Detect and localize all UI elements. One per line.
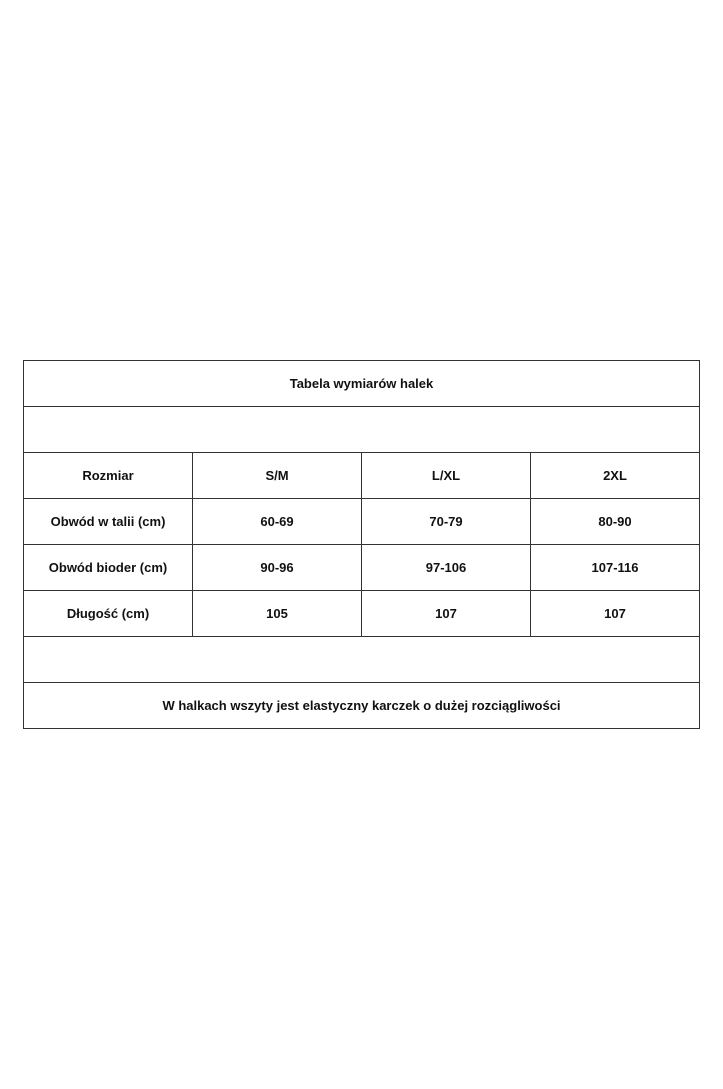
table-row [24, 499, 700, 545]
empty-cell [24, 407, 700, 453]
table-note: W halkach wszyty jest elastyczny karczek o dużej rozciągliwości [24, 683, 700, 729]
empty-cell [24, 637, 700, 683]
table-cell: 107-116 [531, 545, 700, 591]
table-cell: 80-90 [531, 499, 700, 545]
note-row [24, 683, 700, 729]
table-row [24, 591, 700, 637]
table-cell: 70-79 [362, 499, 531, 545]
spacer-row [24, 407, 700, 453]
table-title: Tabela wymiarów halek [24, 361, 700, 407]
table-cell: 60-69 [193, 499, 362, 545]
table-cell: 107 [531, 591, 700, 637]
row-label: Obwód w talii (cm) [24, 499, 193, 545]
size-chart-table [23, 360, 700, 729]
header-cell-label: Rozmiar [24, 453, 193, 499]
header-cell-size: 2XL [531, 453, 700, 499]
title-row [24, 361, 700, 407]
header-cell-size: S/M [193, 453, 362, 499]
table-cell: 90-96 [193, 545, 362, 591]
spacer-row [24, 637, 700, 683]
header-cell-size: L/XL [362, 453, 531, 499]
table-cell: 97-106 [362, 545, 531, 591]
table-row [24, 545, 700, 591]
table-cell: 105 [193, 591, 362, 637]
header-row [24, 453, 700, 499]
table-cell: 107 [362, 591, 531, 637]
row-label: Obwód bioder (cm) [24, 545, 193, 591]
row-label: Długość (cm) [24, 591, 193, 637]
